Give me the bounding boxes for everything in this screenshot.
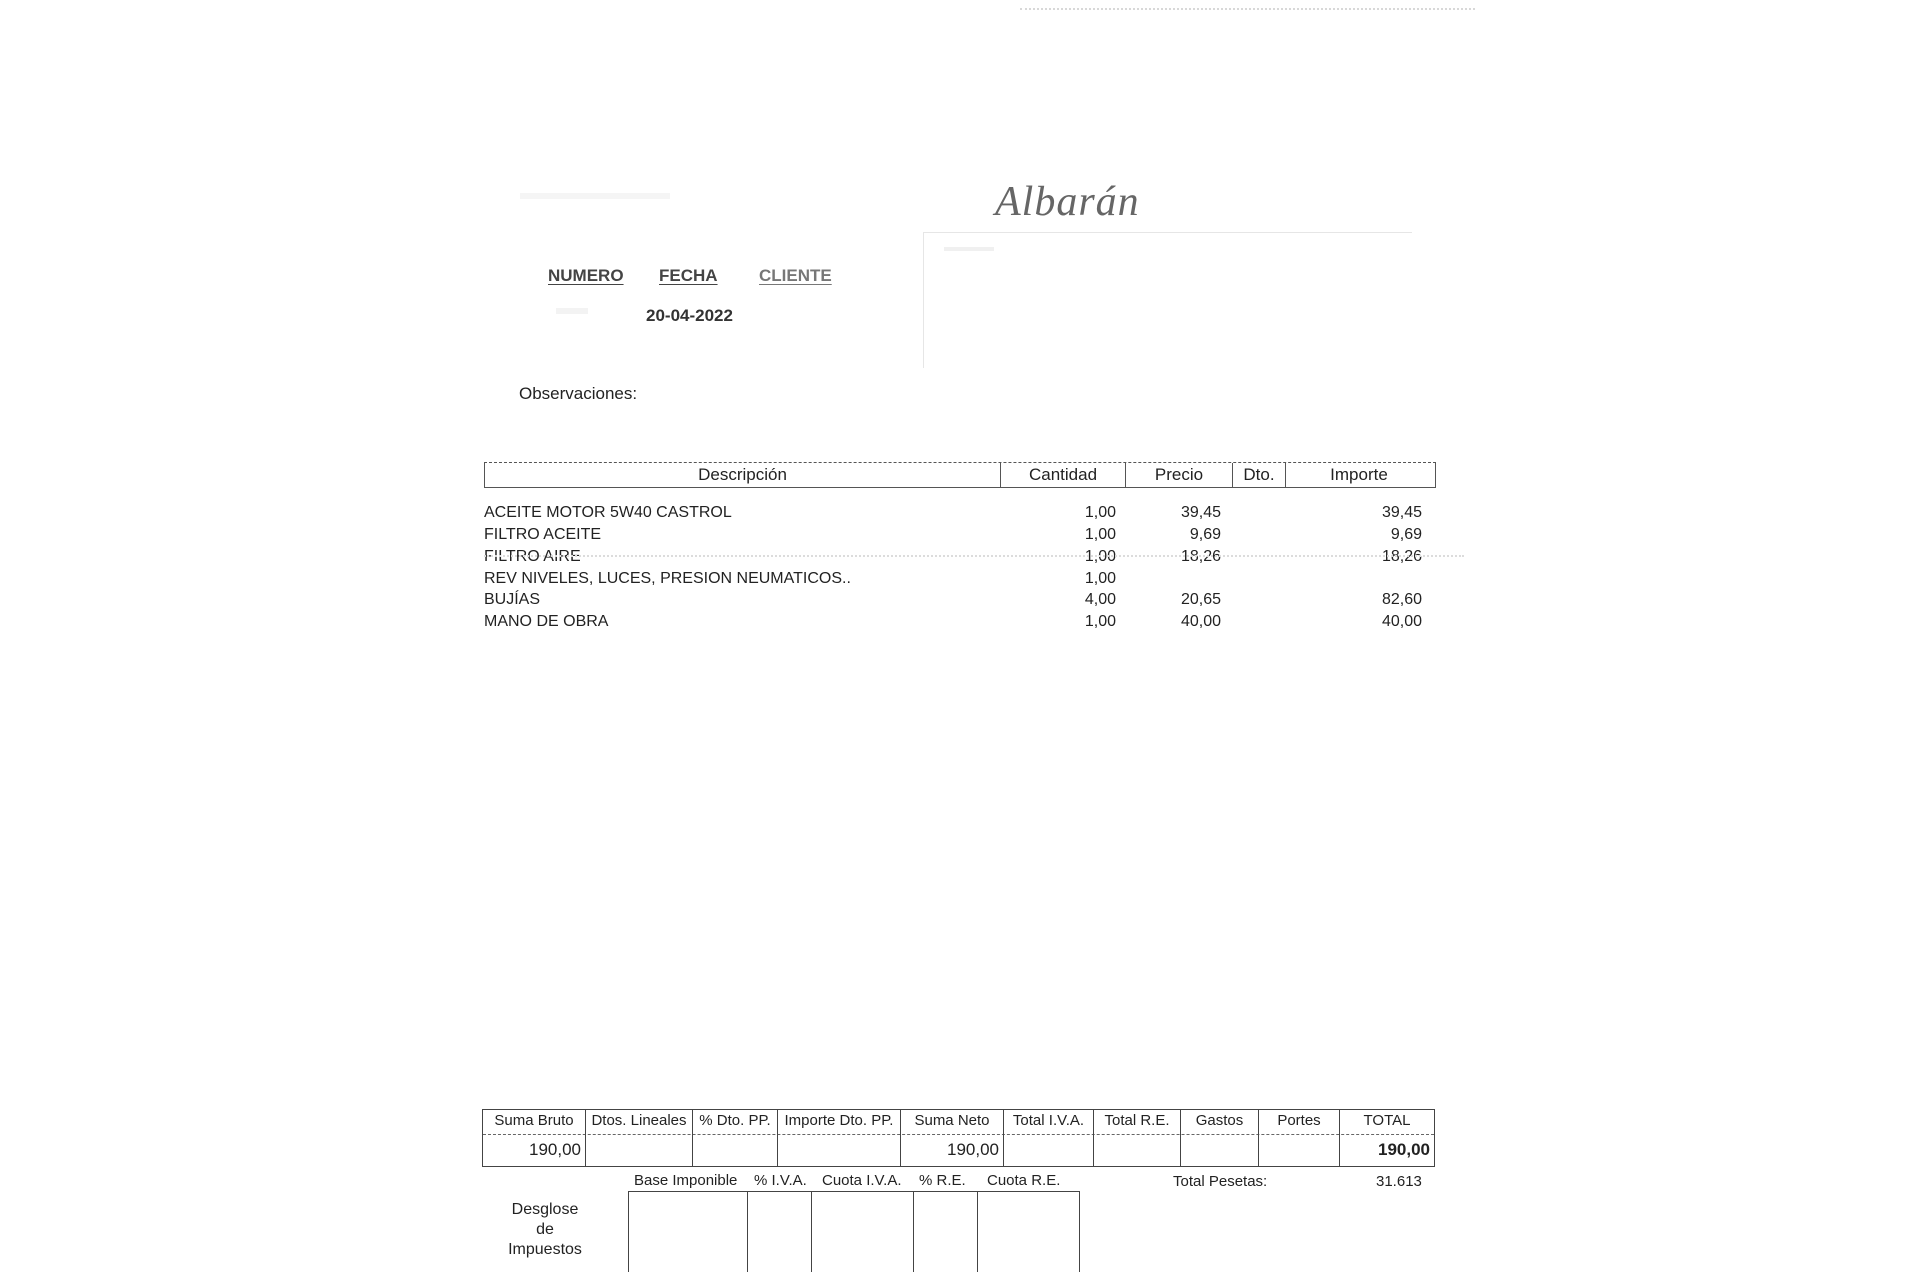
table-row <box>484 611 1434 632</box>
totals-label: Dtos. Lineales <box>591 1112 687 1129</box>
row-descripcion: MANO DE OBRA <box>484 613 609 630</box>
totals-col <box>1181 1110 1259 1166</box>
col-importe: Importe <box>1330 465 1388 484</box>
totals-col <box>483 1110 586 1166</box>
tax-breakdown-line: Desglose <box>511 1201 579 1218</box>
tax-col-re-pct: % R.E. <box>919 1172 966 1189</box>
tax-grid-col <box>812 1192 914 1272</box>
client-box <box>923 232 1412 368</box>
totals-col <box>1340 1110 1434 1166</box>
row-precio: 20,65 <box>1180 591 1221 608</box>
totals-label: Suma Bruto <box>494 1112 574 1129</box>
col-descripcion: Descripción <box>485 463 1001 487</box>
totals-col <box>1004 1110 1094 1166</box>
total-pesetas-value: 31.613 <box>1376 1173 1422 1190</box>
totals-label: Gastos <box>1195 1112 1244 1129</box>
totals-col <box>586 1110 693 1166</box>
row-cantidad: 1,00 <box>1084 504 1116 521</box>
tax-breakdown-line: Impuestos <box>508 1241 582 1258</box>
observaciones-label: Observaciones: <box>519 384 638 403</box>
row-cantidad: 1,00 <box>1084 570 1116 587</box>
totals-label: Portes <box>1277 1112 1321 1129</box>
row-cantidad: 1,00 <box>1084 548 1116 565</box>
scan-noise <box>1020 8 1475 12</box>
tax-col-base: Base Imponible <box>634 1172 738 1189</box>
tax-grid-col <box>914 1192 978 1272</box>
totals-col <box>1259 1110 1340 1166</box>
table-row <box>484 502 1434 523</box>
row-importe: 39,45 <box>1381 504 1422 521</box>
tax-col-iva-pct: % I.V.A. <box>754 1172 807 1189</box>
row-precio: 39,45 <box>1180 504 1221 521</box>
grand-total-value: 190,00 <box>1378 1140 1430 1159</box>
totals-value: 190,00 <box>529 1140 581 1159</box>
row-descripcion: FILTRO AIRE <box>484 548 581 565</box>
table-row <box>484 524 1434 545</box>
faded-text <box>520 193 670 199</box>
document-title: Albarán <box>995 179 1140 225</box>
totals-table <box>482 1109 1435 1167</box>
faded-text <box>944 247 994 251</box>
row-cantidad: 1,00 <box>1084 613 1116 630</box>
row-importe: 9,69 <box>1390 526 1422 543</box>
items-table-header <box>484 462 1436 488</box>
totals-label: Total I.V.A. <box>1012 1112 1085 1129</box>
cliente-label: CLIENTE <box>759 266 832 285</box>
row-descripcion: REV NIVELES, LUCES, PRESION NEUMATICOS.. <box>484 570 851 587</box>
tax-col-re-quota: Cuota R.E. <box>987 1172 1061 1189</box>
totals-label: TOTAL <box>1363 1112 1411 1129</box>
totals-label: % Dto. PP. <box>699 1112 771 1129</box>
totals-label: Total R.E. <box>1104 1112 1170 1129</box>
row-precio: 40,00 <box>1180 613 1221 630</box>
totals-col <box>901 1110 1004 1166</box>
fecha-value: 20-04-2022 <box>646 306 733 325</box>
row-descripcion: BUJÍAS <box>484 591 541 608</box>
row-precio: 9,69 <box>1189 526 1221 543</box>
totals-value: 190,00 <box>947 1140 999 1159</box>
row-importe: 18,26 <box>1381 548 1422 565</box>
scan-noise <box>484 555 1464 557</box>
totals-label: Importe Dto. PP. <box>784 1112 894 1129</box>
row-importe: 82,60 <box>1381 591 1422 608</box>
totals-col <box>1094 1110 1181 1166</box>
fecha-label: FECHA <box>659 266 718 285</box>
table-row <box>484 589 1434 610</box>
col-dto: Dto. <box>1233 463 1286 487</box>
row-cantidad: 4,00 <box>1084 591 1116 608</box>
col-cantidad: Cantidad <box>1001 463 1126 487</box>
tax-breakdown-label <box>505 1200 585 1260</box>
tax-grid-col <box>629 1192 748 1272</box>
tax-breakdown-line: de <box>536 1221 554 1238</box>
tax-grid-col <box>748 1192 812 1272</box>
numero-value-faded <box>556 308 588 314</box>
tax-grid-col <box>978 1192 1078 1272</box>
row-importe: 40,00 <box>1381 613 1422 630</box>
row-descripcion: FILTRO ACEITE <box>484 526 602 543</box>
numero-label: NUMERO <box>548 266 624 285</box>
totals-col <box>778 1110 901 1166</box>
row-precio: 18,26 <box>1180 548 1221 565</box>
row-cantidad: 1,00 <box>1084 526 1116 543</box>
table-row <box>484 568 1434 589</box>
totals-label: Suma Neto <box>914 1112 990 1129</box>
totals-col <box>693 1110 778 1166</box>
row-descripcion: ACEITE MOTOR 5W40 CASTROL <box>484 504 732 521</box>
tax-col-iva-quota: Cuota I.V.A. <box>822 1172 902 1189</box>
col-precio: Precio <box>1126 463 1233 487</box>
total-pesetas-label: Total Pesetas: <box>1173 1173 1268 1190</box>
